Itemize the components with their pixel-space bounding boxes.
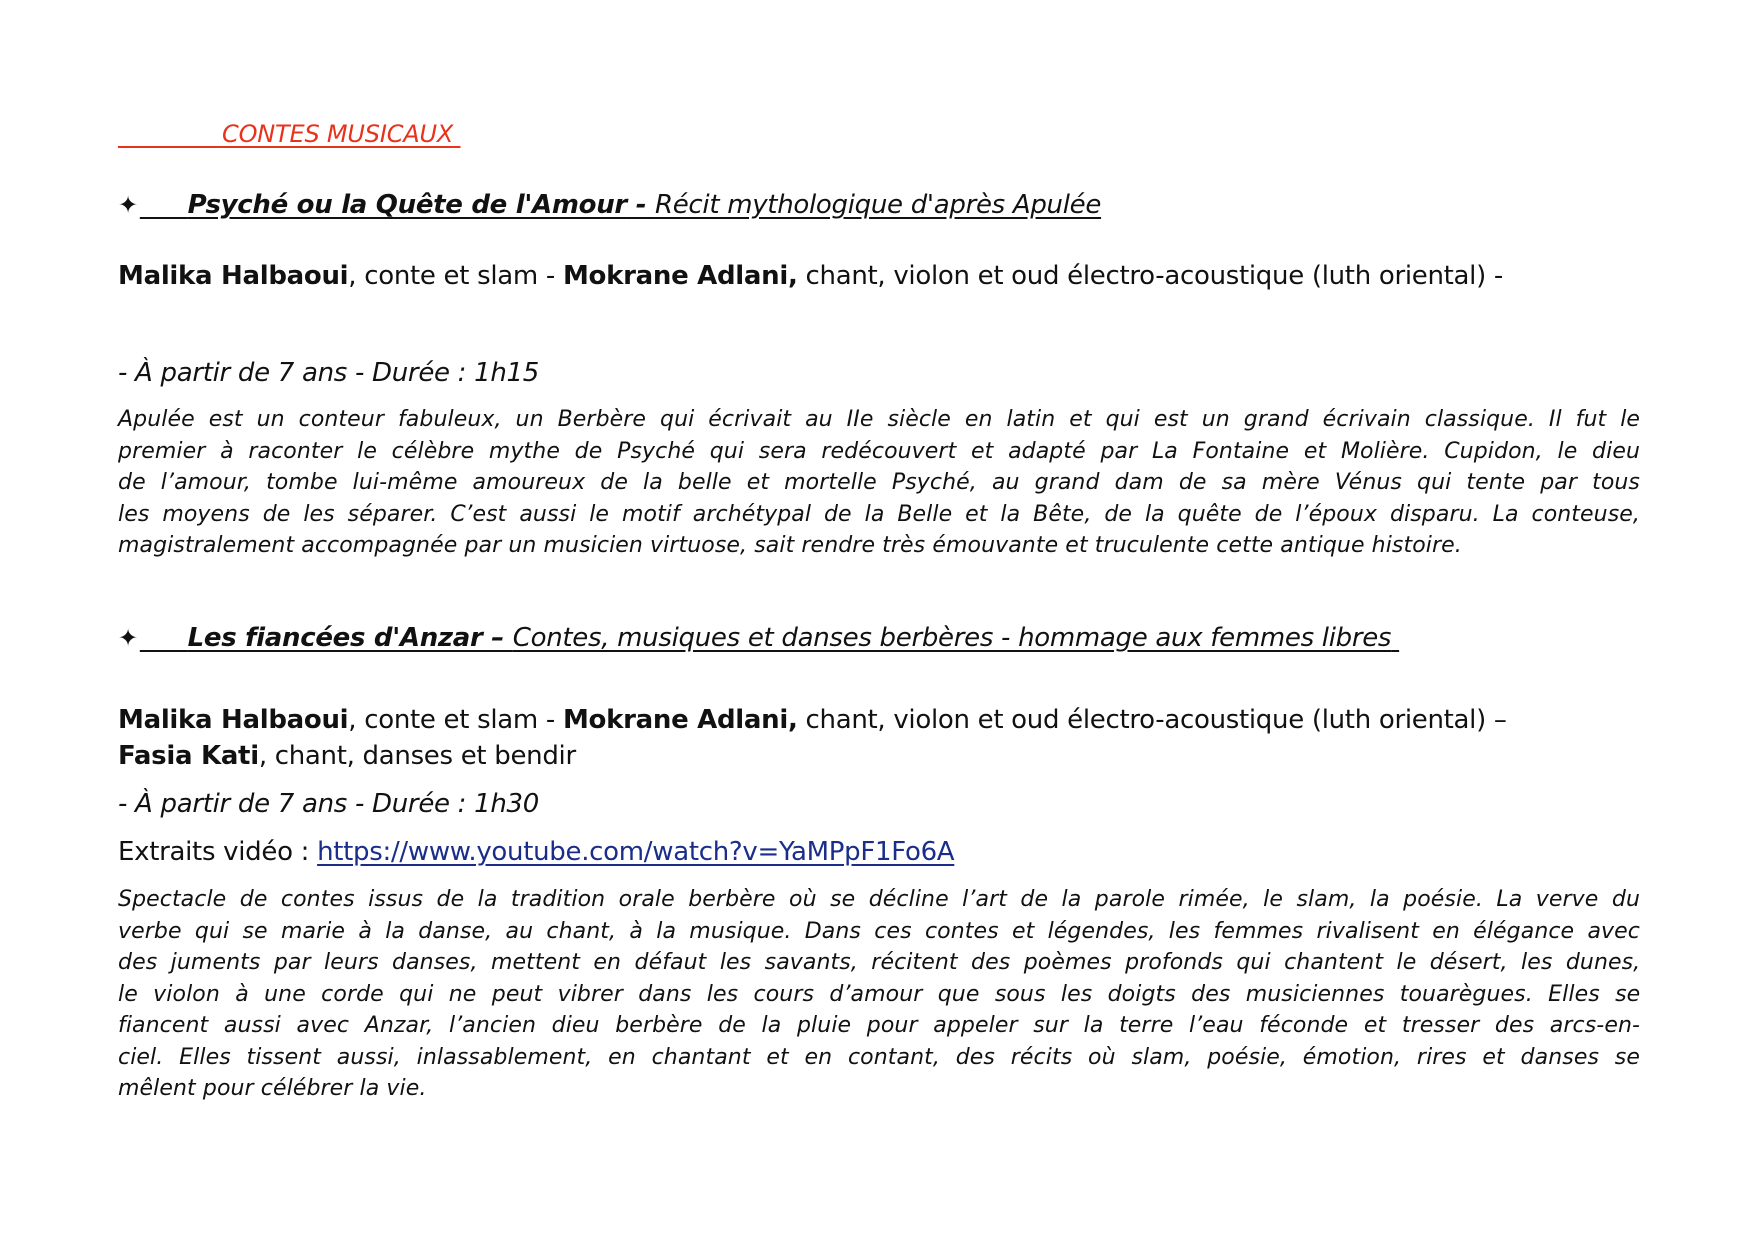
show-credits: Malika Halbaoui, conte et slam - Mokrane Adlani, chant, violon et oud électro-acoustique (luth oriental) – [118,705,1507,735]
show-title-anzar: ✦ Les fiancées d'Anzar – Contes, musiques et danses berbères - hommage aux femmes libres [118,623,1392,653]
show-meta: - À partir de 7 ans - Durée : 1h15 [118,358,540,388]
description-line: le violon à une corde qui ne peut vibrer dans les cours d’amour que sous les doigts des musiciennes touarègues. Elles se [118,981,1641,1007]
show-credits-line-2: Fasia Kati, chant, danses et bendir [118,741,576,771]
show-subtitle: Contes, musiques et danses berbères - hommage aux femmes libres [512,623,1392,653]
description-line: verbe qui se marie à la danse, au chant, à la musique. Dans ces contes et légendes, les femmes rivalisent en élégance avec [118,918,1640,944]
star-bullet-icon: ✦ [118,624,138,652]
show-title-psyche: ✦ Psyché ou la Quête de l'Amour - Récit mythologique d'après Apulée [118,190,1102,220]
show-credits: Malika Halbaoui, conte et slam - Mokrane Adlani, chant, violon et oud électro-acoustique (luth oriental) - [118,261,1503,291]
show-title-text: Les fiancées d'Anzar [187,623,483,653]
show-description [118,884,1640,1105]
show-description [118,404,1640,562]
show-subtitle: Récit mythologique d'après Apulée [654,190,1102,220]
section-heading: CONTES MUSICAUX [222,120,454,148]
video-extracts [118,837,954,867]
description-line: premier à raconter le célèbre mythe de Psyché qui sera redécouvert et adapté par La Fontaine et Molière. Cupidon, le dieu [118,438,1640,464]
video-label: Extraits vidéo : [118,837,318,867]
star-bullet-icon: ✦ [118,191,138,219]
description-line: Apulée est un conteur fabuleux, un Berbère qui écrivait au IIe siècle en latin et qui est un grand écrivain classique. Il fut le [118,407,1641,432]
description-line: fiancent aussi avec Anzar, l’ancien dieu berbère de la pluie pour appeler sur la terre l’eau féconde et tresser des arcs-en- [118,1013,1641,1038]
description-line: magistralement accompagnée par un musicien virtuose, sait rendre très émouvante et truculente cette antique histoire. [118,533,1462,558]
show-meta: - À partir de 7 ans - Durée : 1h30 [118,789,540,819]
description-line: Spectacle de contes issus de la tradition orale berbère où se décline l’art de la parole rimée, le slam, la poésie. La verve du [118,887,1640,912]
show-title-text: Psyché ou la Quête de l'Amour [187,190,627,220]
description-line: des juments par leurs danses, mettent en défaut les savants, récitent des poèmes profonds qui chantent le désert, les dunes, [118,950,1641,975]
youtube-link[interactable]: https://www.youtube.com/watch?v=YaMPpF1Fo6A [317,837,955,867]
description-line: ciel. Elles tissent aussi, inlassablement, en chantant et en contant, des récits où slam, poésie, émotion, rires et danses se [118,1044,1640,1070]
description-line: mêlent pour célébrer la vie. [118,1076,427,1101]
description-line: de l’amour, tombe lui-même amoureux de la belle et mortelle Psyché, au grand dam de sa mère Vénus qui tente par tous [118,470,1640,495]
description-line: les moyens de les séparer. C’est aussi le motif archétypal de la Belle et la Bête, de la quête de l’époux disparu. La conteuse, [118,501,1640,527]
